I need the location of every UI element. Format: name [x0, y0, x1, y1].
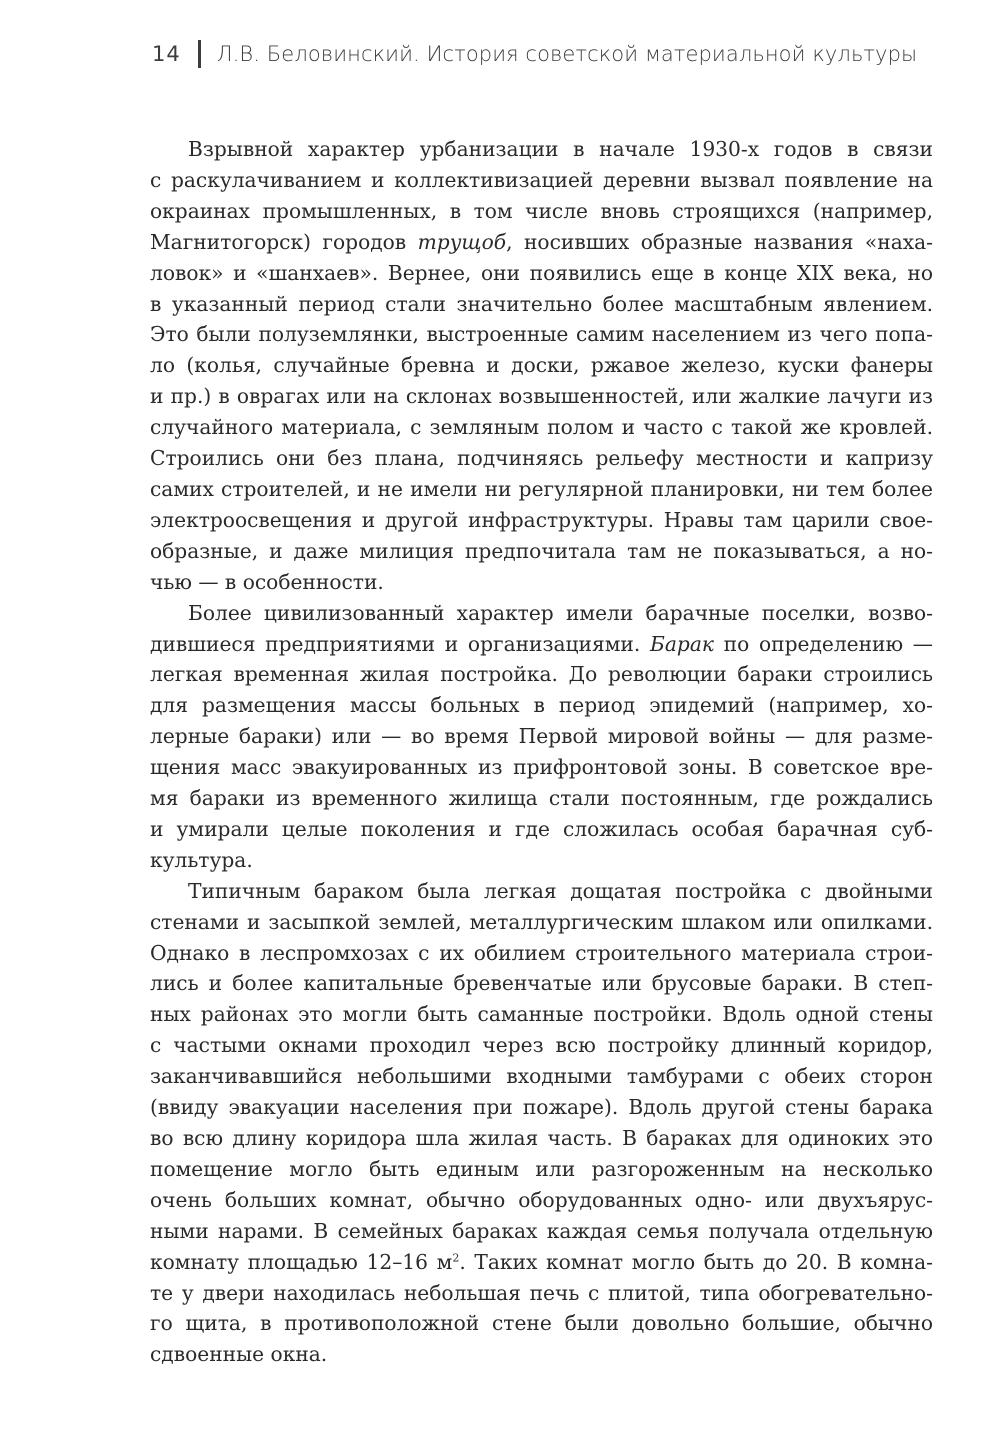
- superscript: 2: [452, 1250, 460, 1264]
- text-line: культура.: [150, 847, 253, 872]
- text-line: во всю длину коридора шла жилая часть. В бараках для одиноких это: [150, 1126, 933, 1150]
- page-number: 14: [152, 42, 181, 66]
- text-line: легкая временная жилая постройка. До революции бараки строились: [150, 662, 933, 687]
- text-line: дившиеся предприятиями и организациями. Барак по определению —: [150, 631, 933, 656]
- text-line: электроосвещения и другой инфраструктуры. Нравы там царили свое-: [150, 507, 933, 532]
- text-line: и пр.) в оврагах или на склонах возвышенностей, или жалкие лачуги из: [150, 384, 933, 409]
- text-line: лерные бараки) или — во время Первой мировой войны — для разме-: [150, 724, 933, 749]
- text-line: случайного материала, с земляным полом и часто с такой же кровлей.: [150, 415, 933, 440]
- text-line: чью — в особенности.: [150, 569, 384, 594]
- text-line: ловок» и «шанхаев». Вернее, они появились еще в конце XIX века, но: [150, 260, 933, 285]
- text-line: стенами и засыпкой землей, металлургическим шлаком или опилками.: [150, 909, 933, 934]
- emphasized-term: Барак: [650, 631, 714, 656]
- paragraph: [150, 598, 933, 876]
- running-header: [152, 40, 917, 68]
- text-line: Строились они без плана, подчиняясь рельефу местности и капризу: [150, 446, 933, 471]
- running-title: Л.В. Беловинский. История советской материальной культуры: [216, 42, 918, 66]
- text-line: (ввиду эвакуации населения при пожаре). Вдоль другой стены барака: [150, 1095, 933, 1120]
- paragraph: [150, 876, 933, 1371]
- text-line: и умирали целые поколения и где сложилась особая барачная суб-: [150, 816, 933, 841]
- paragraph: [150, 134, 933, 598]
- text-line: щения масс эвакуированных из прифронтовой зоны. В советское вре-: [150, 755, 933, 780]
- text-line: го щита, в противоположной стене были довольно большие, обычно: [150, 1311, 933, 1336]
- text-line: для размещения массы больных в период эпидемий (например, хо-: [150, 693, 933, 718]
- body-text: [150, 134, 933, 1370]
- text-line: Типичным бараком была легкая дощатая постройка с двойными: [188, 878, 933, 903]
- text-line: комнату площадью 12–16 $м^2$. Таких комнат могло быть до 20. В комна-: [150, 1249, 933, 1274]
- text-line: ными нарами. В семейных бараках каждая семья получала отдельную: [150, 1218, 933, 1243]
- text-line: Однако в леспромхозах с их обилием строительного материала строи-: [150, 940, 933, 965]
- text-line: заканчивавшийся небольшими входными тамбурами с обеих сторон: [150, 1064, 933, 1089]
- text-line: в указанный период стали значительно более масштабным явлением.: [150, 291, 933, 316]
- text-line: Взрывной характер урбанизации в начале 1930-х годов в связи: [188, 137, 933, 161]
- emphasized-term: трущоб: [417, 229, 507, 254]
- text-line: мя бараки из временного жилища стали постоянным, где рождались: [150, 786, 933, 811]
- text-line: помещение могло быть единым или разгороженным на несколько: [150, 1156, 933, 1181]
- header-divider: [198, 40, 201, 68]
- text-line: те у двери находилась небольшая печь с плитой, типа обогревательно-: [150, 1280, 933, 1305]
- text-line: Более цивилизованный характер имели барачные поселки, возво-: [188, 600, 933, 625]
- text-line: лись и более капитальные бревенчатые или брусовые бараки. В степ-: [150, 971, 933, 996]
- text-line: с раскулачиванием и коллективизацией деревни вызвал появление на: [150, 167, 933, 192]
- text-line: образные, и даже милиция предпочитала там не показываться, а но-: [150, 538, 933, 563]
- text-line: ных районах это могли быть саманные постройки. Вдоль одной стены: [150, 1002, 933, 1027]
- text-line: Магнитогорск) городов трущоб, носивших образные названия «наха-: [150, 229, 933, 254]
- text-line: очень больших комнат, обычно оборудованных одно- или двухъярус-: [150, 1187, 933, 1212]
- text-line: окраинах промышленных, в том числе вновь строящихся (например,: [150, 198, 933, 223]
- text-line: сдвоенные окна.: [150, 1342, 328, 1367]
- text-line: ло (колья, случайные бревна и доски, ржавое железо, куски фанеры: [150, 353, 933, 378]
- text-line: самих строителей, и не имели ни регулярной планировки, ни тем более: [150, 476, 933, 501]
- text-line: Это были полуземлянки, выстроенные самим населением из чего попа-: [150, 322, 933, 347]
- text-line: с частыми окнами проходил через всю постройку длинный коридор,: [150, 1033, 933, 1058]
